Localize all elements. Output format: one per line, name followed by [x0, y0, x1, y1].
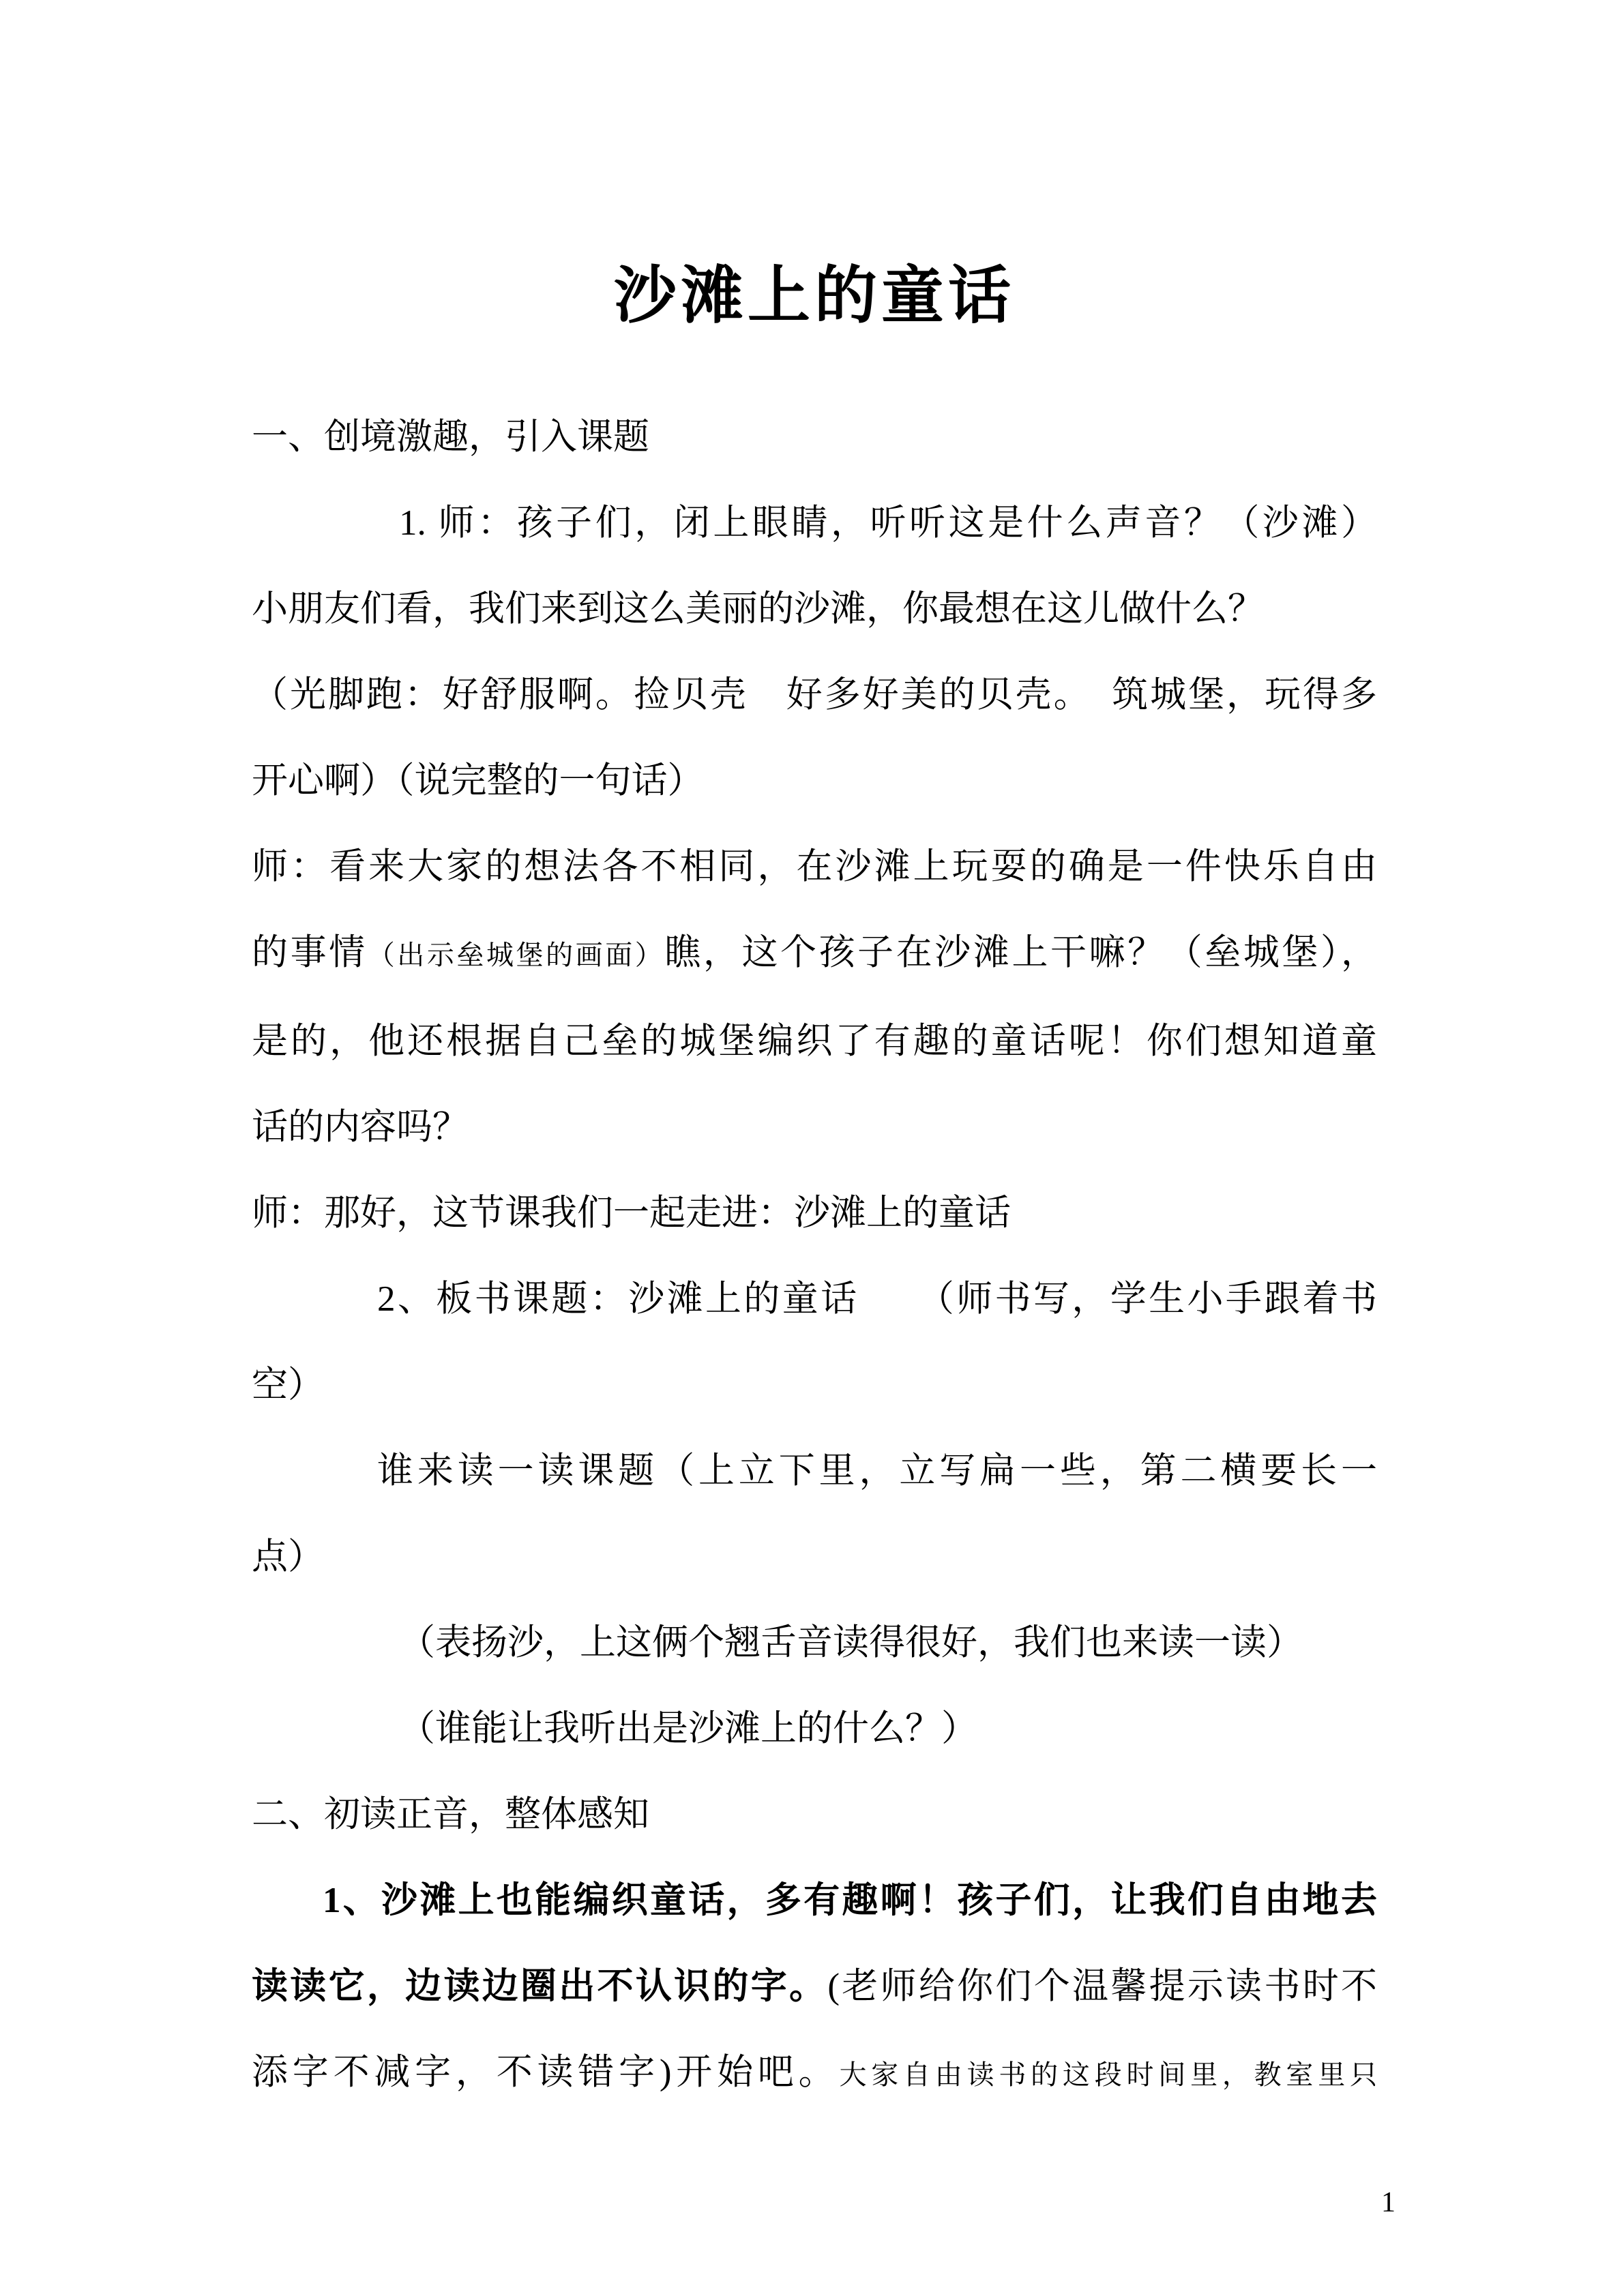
text-line — [252, 824, 1377, 910]
text-line — [252, 394, 1377, 480]
text-segment-small: （出示垒城堡的画面） — [367, 940, 665, 970]
text-segment: 的事情 — [252, 933, 368, 972]
text-segment: 1. 师：孩子们，闭上眼睛，听听这是什么声音？（沙滩） — [399, 503, 1377, 543]
text-line — [377, 1428, 1377, 1514]
text-line — [252, 1342, 1377, 1428]
text-segment-bold: 读读它，边读边圈出不认识的字。 — [252, 1967, 828, 2006]
text-line — [323, 1858, 1377, 1943]
text-line — [399, 1600, 1377, 1686]
text-line — [252, 910, 1377, 998]
text-segment: 师：那好，这节课我们一起走进：沙滩上的童话 — [252, 1193, 1011, 1233]
text-segment: 是的，他还根据自己垒的城堡编织了有趣的童话呢！你们想知道童 — [252, 1022, 1377, 1061]
text-segment: 二、初读正音，整体感知 — [252, 1795, 649, 1834]
text-line — [399, 480, 1377, 566]
text-segment: （表扬沙，上这俩个翘舌音读得很好，我们也来读一读） — [399, 1623, 1303, 1663]
text-line — [252, 738, 1377, 824]
text-segment-bold: 1、沙滩上也能编织童话，多有趣啊！孩子们，让我们自由地去 — [323, 1881, 1377, 1920]
text-line — [252, 1943, 1377, 2029]
text-segment: 点） — [252, 1537, 324, 1577]
text-segment: 小朋友们看，我们来到这么美丽的沙滩，你最想在这儿做什么？ — [252, 589, 1264, 629]
text-segment: 空） — [252, 1365, 324, 1405]
text-line — [252, 1170, 1377, 1256]
text-line — [252, 566, 1377, 652]
page-title: 沙滩上的童话 — [613, 261, 1015, 331]
page-number: 1 — [1381, 2187, 1396, 2218]
text-segment: (老师给你们个温馨提示读书时不 — [827, 1967, 1378, 2006]
text-segment: 话的内容吗？ — [252, 1107, 469, 1147]
text-line — [252, 652, 1377, 738]
text-line — [252, 1084, 1377, 1170]
text-segment-small: 大家自由读书的这段时间里，教室里只 — [839, 2059, 1378, 2090]
text-line — [252, 1514, 1377, 1600]
text-segment: 瞧，这个孩子在沙滩上干嘛？（垒城堡）， — [664, 933, 1378, 972]
text-line — [252, 1772, 1377, 1858]
text-line — [377, 1256, 1377, 1342]
text-segment: 2、板书课题：沙滩上的童话 （师书写，学生小手跟着书 — [377, 1279, 1377, 1319]
text-segment: 开心啊）（说完整的一句话） — [252, 761, 704, 801]
text-segment: 一、创境激趣，引入课题 — [252, 417, 649, 457]
text-segment: （光脚跑：好舒服啊。捡贝壳 好多好美的贝壳。 筑城堡，玩得多 — [252, 675, 1377, 715]
text-line — [399, 1686, 1377, 1772]
text-line — [252, 2029, 1377, 2118]
text-segment: 谁来读一读课题（上立下里，立写扁一些，第二横要长一 — [377, 1451, 1377, 1491]
text-segment: （谁能让我听出是沙滩上的什么？） — [399, 1709, 977, 1748]
document-body — [252, 394, 1377, 2118]
text-segment: 添字不减字，不读错字)开始吧。 — [252, 2053, 840, 2092]
document-content — [252, 241, 1377, 2118]
text-line — [252, 998, 1377, 1084]
text-segment: 师：看来大家的想法各不相同，在沙滩上玩耍的确是一件快乐自由 — [252, 847, 1377, 886]
